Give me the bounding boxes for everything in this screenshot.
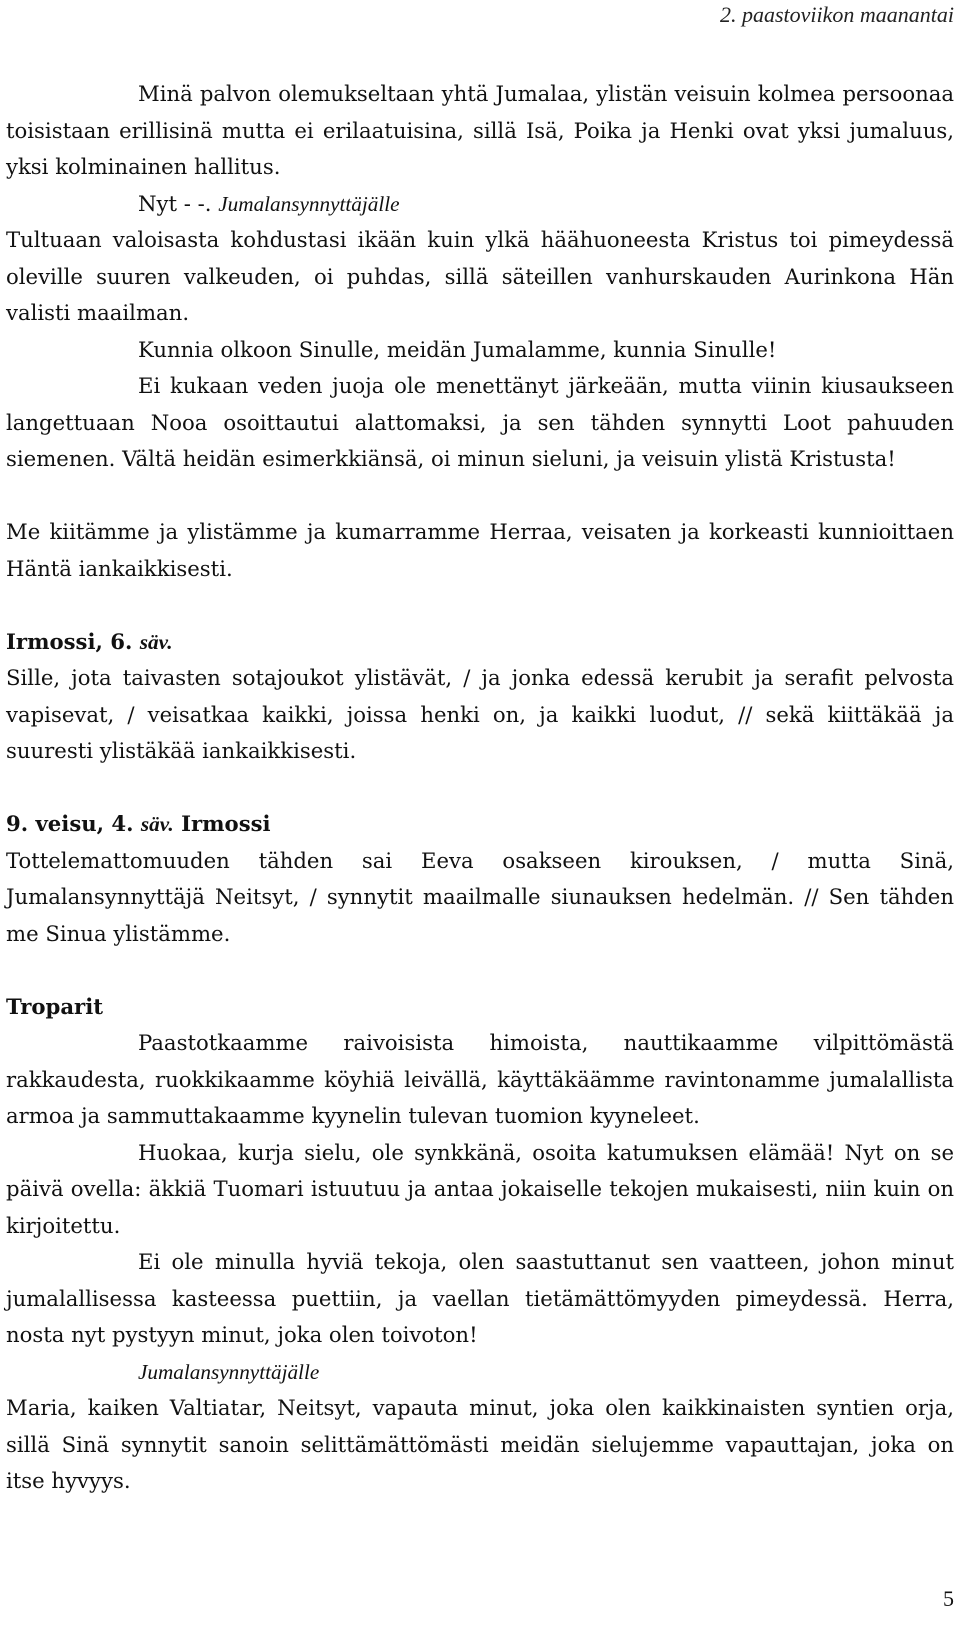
paragraph-paastotkaamme: Paastotkaamme raivoisista himoista, nauttikaamme vilpittömästä rakkaudesta, ruokkikaamme köyhiä leivällä, käyttäkäämme ravintonamme jumalallista armoa ja sammuttakaamme kyynelin tulevan tuomion kyyneleet. [6, 1030, 954, 1128]
theotokion-label-2: Jumalansynnyttäjälle [138, 1359, 320, 1384]
paragraph-irmossi-6: Sille, jota taivasten sotajoukot ylistävät, / ja jonka edessä kerubit ja serafit pelvosta vapisevat, / veisatkaa kaikki, joissa henki on, ja kaikki luodut, // sekä kiittäkää ja suuresti ylistäkää iankaikkisesti. [6, 665, 954, 763]
paragraph-maria: Maria, kaiken Valtiatar, Neitsyt, vapauta minut, joka olen kaikkinaisten syntien orja, sillä Sinä synnytit sanoin selittämättömästi meidän sielujemme vapauttajan, joka on itse hyvyys. [6, 1395, 954, 1493]
page-number: 5 [943, 1586, 954, 1611]
paragraph-huokaa: Huokaa, kurja sielu, ole synkkänä, osoita katumuksen elämää! Nyt on se päivä ovella: äkkiä Tuomari istuutuu ja antaa jokaiselle tekojen mukaisesti, niin kuin on kirjoitettu. [6, 1139, 954, 1238]
heading-veisu-9-bold-b: Irmossi [173, 811, 271, 836]
heading-veisu-9-italic: säv. [140, 812, 174, 836]
nyt-text: Nyt - -. [138, 190, 219, 216]
spacer [6, 587, 954, 624]
running-header: 2. paastoviikon maanantai [719, 2, 954, 27]
paragraph-irmossi-9: Tottelemattomuuden tähden sai Eeva osakseen kirouksen, / mutta Sinä, Jumalansynnyttäjä Neitsyt, / synnytit maailmalle siunauksen hedelmän. // Sen tähden me Sinua ylistämme. [6, 847, 954, 946]
paragraph-ei-ole: Ei ole minulla hyviä tekoja, olen saastuttanut sen vaatteen, johon minut jumalallisessa kasteessa puettiin, ja vaellan tietämättömyyden pimeydessä. Herra, nosta nyt pystyyn minut, joka olen toivoton! [6, 1249, 954, 1347]
heading-veisu-9-bold-a: 9. veisu, 4. [6, 811, 141, 836]
theotokion-label: Jumalansynnyttäjälle [218, 191, 400, 216]
heading-veisu-9 [6, 806, 954, 843]
heading-irmossi-6 [6, 624, 954, 661]
heading-irmossi-6-italic: säv. [139, 629, 173, 654]
spacer [6, 952, 954, 989]
paragraph-kiitamme: Me kiitämme ja ylistämme ja kumarramme Herraa, veisaten ja korkeasti kunnioittaen Häntä iankaikkisesti. [6, 519, 954, 581]
document-body [6, 76, 954, 1500]
heading-troparit: Troparit [6, 993, 104, 1019]
paragraph-trinity: Minä palvon olemukseltaan yhtä Jumalaa, ylistän veisuin kolmea persoonaa toisistaan erillisinä mutta ei erilaatuisina, sillä Isä, Poika ja Henki ovat yksi jumaluus, yksi kolminainen hallitus. [6, 81, 954, 179]
paragraph-tultuaan: Tultuaan valoisasta kohdustasi ikään kuin ylkä häähuoneesta Kristus toi pimeydessä oleville suuren valkeuden, oi puhdas, sillä säteillen vanhurskauden Aurinkona Hän valisti maailman. [6, 227, 954, 325]
paragraph-kunnia: Kunnia olkoon Sinulle, meidän Jumalamme, kunnia Sinulle! [138, 336, 777, 362]
spacer [6, 770, 954, 807]
paragraph-veden-juoja: Ei kukaan veden juoja ole menettänyt järkeään, mutta viinin kiusaukseen langettuaan Nooa osoittautui alattomaksi, ja sen tähden synnytti Loot pahuuden siemenen. Vältä heidän esimerkkiänsä, oi minun sieluni, ja veisuin ylistä Kristusta! [6, 373, 954, 471]
paragraph-nyt [6, 186, 954, 223]
spacer [6, 478, 954, 515]
heading-irmossi-6-bold: Irmossi, 6. [6, 628, 140, 654]
